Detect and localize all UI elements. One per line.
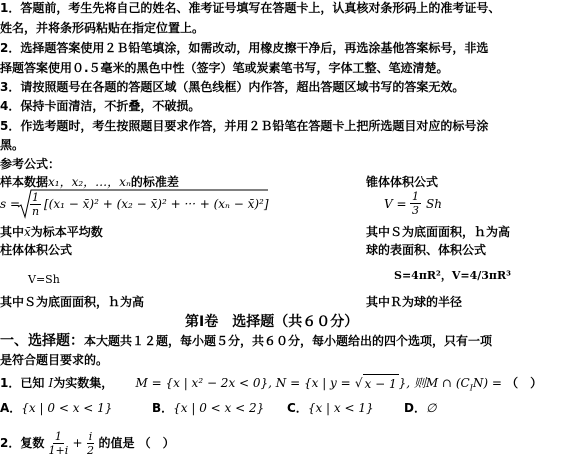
sample-vars: x₁，x₂，…，xₙ: [48, 175, 131, 189]
note-line-6: 4．保持卡面清洁，不折叠，不破损。: [0, 99, 201, 113]
cone-note: 其中Ｓ为底面面积，ｈ为高: [366, 225, 511, 239]
sphere-formula: S=4πR²，V=4/3πR³: [394, 269, 511, 282]
note-line-8: 黑。: [0, 138, 25, 152]
prism-formula: V=Sh: [28, 273, 60, 286]
q1-sqrt: [355, 374, 399, 392]
option-b-label: B．: [152, 401, 174, 415]
section-title: 第Ⅰ卷 选择题（共６０分）: [185, 314, 359, 330]
q2-fraction-1: [49, 430, 69, 457]
question-1: [0, 374, 542, 396]
section-heading: 一、选择题：: [0, 333, 84, 349]
prism-note: 其中Ｓ为底面面积，ｈ为高: [0, 295, 145, 309]
cone-fraction: [410, 190, 421, 217]
cone-frac-num: 1: [412, 190, 419, 203]
mean-note-var: x̄: [24, 225, 31, 239]
option-d-label: D．: [404, 401, 426, 415]
prism-title: 柱体体积公式: [0, 243, 73, 257]
q2-answer-paren: （ ）: [138, 436, 175, 450]
q1-option-b: [152, 400, 264, 416]
question-2: [0, 426, 175, 460]
q2-num: 2．复数: [0, 436, 45, 450]
q2-f1-num: 1: [54, 430, 62, 443]
ref-heading: 参考公式：: [0, 157, 61, 171]
q1-var: I: [48, 376, 54, 390]
option-b-text: {x | 0 < x < 2}: [173, 401, 265, 415]
option-d-text: ∅: [425, 401, 437, 415]
cone-title: 锥体体积公式: [366, 175, 439, 189]
section-desc-1: [0, 333, 492, 349]
note-line-4: 择题答案使用０.５毫米的黑色中性（签字）笔或炭素笔书写，字体工整、笔迹清楚。: [0, 61, 449, 75]
q1-option-a: [0, 400, 112, 416]
note-line-3: 2．选择题答案使用２Ｂ铅笔填涂，如需改动，用橡皮擦干净后，再选涂基他答案标号，非选: [0, 41, 489, 55]
q1-option-d: [404, 400, 436, 416]
note-line-2: 姓名，并将条形码粘贴在指定位置上。: [0, 21, 205, 35]
sd-formula: [0, 188, 270, 222]
section-desc-text: 本大题共１２题，每小题５分，共６０分，每小题给出的四个选项，只有一项: [84, 334, 493, 348]
q2-f2-den: 2: [86, 444, 94, 457]
sample-suffix: 的标准差: [130, 175, 179, 189]
q1-expr-c: N) =: [472, 376, 502, 390]
sd-frac-den: n: [31, 205, 40, 218]
q1-num: 1．已知: [0, 376, 45, 390]
option-a-text: {x | 0 < x < 1}: [21, 401, 113, 415]
cone-lhs: V =: [384, 197, 407, 211]
note-line-5: 3．请按照题号在各题的答题区域（黑色线框）内作答，超出答题区域书写的答案无效。: [0, 80, 465, 94]
option-a-label: A．: [0, 401, 22, 415]
mean-note-post: 为标本平均数: [30, 225, 103, 239]
option-c-text: {x | x < 1}: [307, 401, 374, 415]
sd-fraction: [30, 191, 41, 218]
q1-expr-sub: I: [469, 383, 473, 393]
q2-f1-den: 1+i: [48, 444, 69, 457]
sqrt-icon: √: [354, 376, 363, 390]
sd-body: [(x₁ − x̄)² + (x₂ − x̄)² + ··· + (xₙ − x̄)²]: [44, 197, 269, 211]
q2-suffix: 的值是: [98, 436, 135, 450]
q1-expr-b: }, 则M ∩ (C: [398, 376, 470, 390]
section-desc-2: 是符合题目要求的。: [0, 353, 109, 367]
q1-answer-paren: （ ）: [506, 376, 543, 390]
q2-fraction-2: [87, 430, 95, 457]
q1-expr-a: M = {x | x² − 2x < 0}, N = {x | y =: [135, 376, 351, 390]
sample-label: 样本数据: [0, 175, 49, 189]
cone-frac-den: 3: [412, 204, 419, 217]
sphere-note: 其中Ｒ为球的半径: [366, 295, 463, 309]
q1-radicand: x − 1: [363, 374, 399, 392]
note-line-1: 1．答题前，考生先将自己的姓名、准考证号填写在答题卡上，认真核对条形码上的准考证号、: [0, 1, 501, 15]
mean-note-pre: 其中: [0, 225, 25, 239]
sd-frac-num: 1: [32, 191, 39, 204]
q1-mid: 为实数集，: [53, 376, 114, 390]
q2-plus: +: [72, 436, 83, 450]
option-c-label: C．: [287, 401, 308, 415]
mean-note: [0, 224, 103, 240]
q2-f2-num: i: [88, 430, 93, 443]
sphere-title: 球的表面积、体积公式: [366, 243, 487, 257]
cone-rhs: Sh: [426, 197, 442, 211]
q1-option-c: [287, 400, 374, 416]
sd-lhs: s =: [0, 197, 21, 211]
note-line-7: 5．作选考题时，考生按照题目要求作答，并用２Ｂ铅笔在答题卡上把所选题目对应的标号涂: [0, 119, 489, 133]
